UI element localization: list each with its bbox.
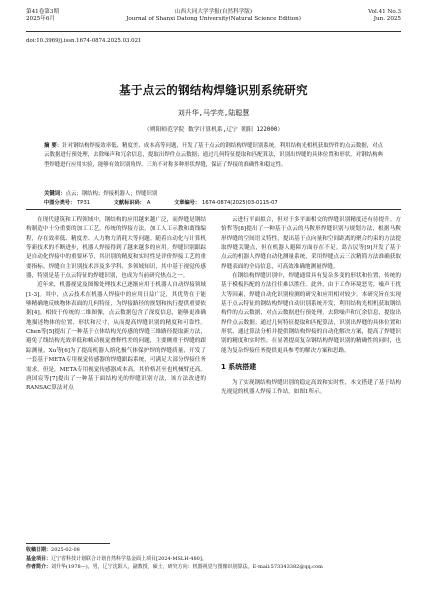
body-paragraph: 为了实现钢结构焊缝识别的稳定高效和实时性，本文搭建了基于结构光视觉的机器人焊接工作站，如图1所示。	[221, 379, 401, 395]
clc-value: TP31	[77, 200, 91, 206]
header-volume-issue: 第41卷第3期	[26, 9, 60, 15]
running-header	[26, 0, 401, 34]
author-bio-label: 作者简介：	[26, 564, 52, 571]
header-volume-en	[368, 9, 401, 24]
clc-label: 中图分类号：	[44, 200, 76, 206]
footnote-rule	[26, 543, 110, 544]
keywords-label: 关键词：	[44, 191, 66, 197]
paper-title: 基于点云的钢结构焊缝识别系统研究	[119, 83, 308, 97]
doc-code-field	[114, 200, 151, 206]
footnote	[26, 546, 401, 572]
author-list: 刘升华,马学亮,陆聪慧	[177, 109, 250, 117]
abstract-label: 摘 要：	[44, 143, 63, 149]
footnote-author	[26, 563, 401, 572]
header-rule	[26, 31, 401, 32]
article-number-field	[174, 200, 278, 206]
author-bio-text: 刘升华(1978—)，男，辽宁沈阳人，副教授，硕士，研究方向：机器视觉与图像识别算法。E-mail:573343382@qq.com	[51, 564, 323, 571]
header-journal-cn: 山西大同大学学报(自然科学版)	[174, 9, 253, 15]
body-column-right	[221, 216, 401, 397]
fund-text: 辽宁省科技计划联合计划自然科学基金面上项目[2024-MSLH-480]。	[51, 555, 207, 562]
abstract-text: 针对钢结构焊接效率低、精度差、成本高等问题，开发了基于点云的钢结构焊缝识别系统。利用结构光相机获取焊件的点云数据，对点云数据进行预处理，去除噪声和冗余信息，提取出焊件点云数据；通过几何特征提取和匹配算法，识别出焊缝的具体位置和形状。对钢结构典型焊缝进行应用实验，能够有效识别角焊、三角不对称多种形状焊缝，保证了焊接的准确性和稳定性。	[44, 143, 383, 168]
affiliation: （朔阳师范学院 数学计算机系,辽宁 朝阳 122000）	[143, 127, 284, 133]
header-vol-no: Vol.41 No.3	[368, 9, 401, 15]
clc-field	[44, 200, 90, 206]
classification-line	[44, 199, 383, 206]
doi-line: doi:10.3969/j.issn.1674-0874.2025.03.021	[26, 38, 142, 44]
keywords-text: 点云；钢结构；焊接机器人；焊缝识别	[65, 191, 158, 197]
header-date: 2025年6月	[26, 16, 55, 23]
abstract	[44, 142, 383, 170]
article-number-value: 1674-0874(2025)03-0115-07	[202, 200, 278, 206]
received-date: 2025-02-08	[51, 547, 80, 553]
abstract-rule	[26, 209, 401, 210]
header-date-en: Jun. 2025	[373, 16, 401, 23]
fund-label: 基金项目：	[26, 555, 52, 562]
footnote-fund	[26, 555, 401, 564]
doc-code-value: A	[146, 200, 151, 206]
body-paragraph: 在钢结构焊缝识别中，焊缝通常具有复杂多变的形状和位置，传统的基于模板匹配的方法往往难以胜任。此外，由于工作环境恶劣，噪声干扰大等因素，焊缝自动化识别检测的研究和应用相对较少。本研究旨在实现基于点云特征的钢结构焊缝自动识别系统开发，利用结构光相机获取钢结构件的点云数据，对点云数据进行预处理，去除噪声和冗余信息，提取出焊件点云数据；通过几何特征提取和匹配算法，识别出焊缝的具体位置和形状，通过算法分析并提供钢结构焊接的自动化解决方案，提高了焊缝识别的精度和实时性，在显著提高复杂钢结构焊缝识别的精确性的同时，也能为复杂焊接任务提供更具参考的解决方案和思路。	[221, 273, 401, 354]
body-column-left	[26, 216, 206, 394]
keywords	[44, 189, 383, 197]
article-number-label: 文章编号：	[174, 200, 201, 206]
header-journal-en: Journal of Shanxi Datong University(Natural Science Edition)	[126, 16, 301, 23]
doc-code-label: 文献标识码：	[113, 200, 145, 206]
footnote-received	[26, 546, 401, 555]
body-paragraph: 云进行平面拟合，但对于多平面相交的焊缝识别精度还有待提升。方怡哲等[8]提出了一种基于点云的马鞍形焊缝识别与规划方法，根据马鞍形焊缝的空间语义特性，提出基于点向量和空间距离的聚合约束的方法提取焊缝关键点，但在机器人避障方面存在不足。葛吉民等[9]开发了基于点云的机器人焊缝自动化测量系统，采用焊缝点云三次精简方法准确获取焊缝表面的全局信息，可高效准确地测量焊缝。	[221, 217, 401, 270]
body-paragraph: 近年来，机器视觉及图像处理技术已逐渐应用于机器人自动焊接领域[1-3]。其中，点云技术在机器人焊接中的应用日益广泛，其优势在于能够精确地反映物体表面的几何特征，为焊接路径的规划和执行提供重要依据[4]。相较于传统的二维图像，点云数据包含了深度信息，能够更准确地描述物体的位置、形状和尺寸，从而提高焊缝识别的精度和可靠性。Chen等[5]提出了一种基于立体结构光传感的焊缝三维路径提取新方法，避免了线结构光效率低和帧动视觉叠释性差的问题，主要侧重于焊缝的跟踪测量。Xu等[6]为了提高机器人熔化极气体保护焊的焊缝质量，开发了一套基于META专用视觉传感器的焊缝跟踪系统，可满足大部分焊接任务需求。但是，META专用视觉传感器成本高，其价格甚至也机械臂还高。唐国宸等[7]提出了一种基于面结构光的焊缝识别方法，该方法改进的RANSAC算法对点	[26, 282, 206, 392]
body-paragraph: 在现代建筑和工程领域中，钢结构的应用越来越广泛，而焊缝是钢结构制造中十分重要的加工工艺。传统的焊接方法，加工人工示教和离线编程，存在效率低、精度差、人力物力消耗大等问题。随着自动化与计算机等新技术的不断进步，机器人焊接得到了越来越多的应用。焊缝识别跟踪是自动化焊接中的重要环节，其识别的精度和实时性是评价焊接工艺的重要指标。焊缝自主识别技术涉及多学科、多领域知识，其中基于视觉传感器，特别是基于点云特征的焊缝识别，也成为当前研究热点之一。	[26, 217, 206, 280]
section-heading: 1 系统搭建	[221, 363, 257, 372]
header-journal	[26, 9, 401, 24]
received-label: 收稿日期：	[26, 547, 52, 553]
